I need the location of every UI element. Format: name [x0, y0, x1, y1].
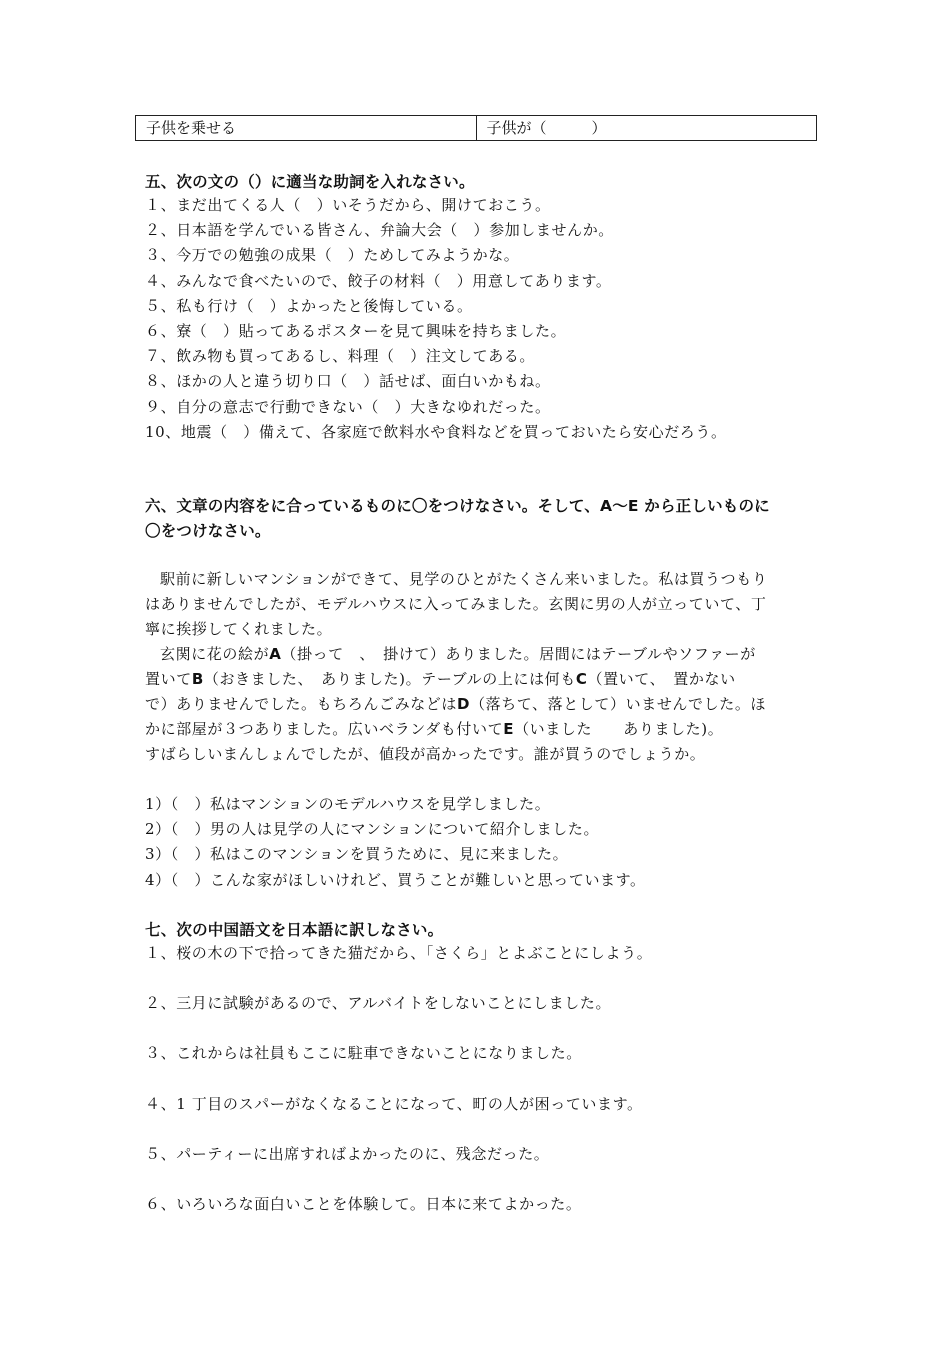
choice-label-b: B	[191, 670, 204, 688]
list-item: ５、私も行け（ ）よかったと後悔している。	[145, 296, 473, 315]
section5-list	[145, 193, 727, 445]
passage-text: かに部屋が３つありました。広いベランダも付いて	[145, 720, 504, 738]
passage-line	[145, 693, 766, 714]
passage-text: （落ちて、落として）いませんでした。ほ	[470, 695, 767, 713]
list-item: ８、ほかの人と違う切り口（ ）話せば、面白いかもね。	[145, 372, 551, 391]
passage-text: （いました ありました)。	[514, 720, 724, 738]
conjugation-table-row	[135, 115, 817, 141]
translation-item: ６、いろいろな面白いことを体験して。日本に来てよかった。	[145, 1195, 582, 1213]
translation-item: ３、これからは社員もここに駐車できないことになりました。	[145, 1044, 582, 1062]
passage-line: 寧に挨拶してくれました。	[145, 620, 333, 638]
list-item: ６、寮（ ）貼ってあるポスターを見て興味を持ちました。	[145, 322, 567, 341]
passage-text: （おきました、 ありました)。テーブルの上には何も	[203, 670, 576, 688]
choice-label-e: E	[503, 720, 515, 738]
list-item: ７、飲み物も買ってあるし、料理（ ）注文してある。	[145, 347, 536, 366]
passage-text: 置いて	[145, 670, 192, 688]
list-item: ９、自分の意志で行動できない（ ）大きなゆれだった。	[145, 397, 551, 416]
passage-line: すばらしいまんしょんでしたが、値段が高かったです。誰が買うのでしょうか。	[145, 745, 706, 763]
passage-text: （置いて、 置かない	[587, 670, 736, 688]
passage-text: で）ありませんでした。もちろんごみなどは	[145, 695, 458, 713]
translation-item: ２、三月に試験があるので、アルバイトをしないことにしました。	[145, 994, 612, 1012]
passage-line: 駅前に新しいマンションができて、見学のひとがたくさん来いました。私は買うつもり	[160, 570, 768, 588]
passage-line	[160, 643, 756, 664]
passage-line	[145, 668, 736, 689]
list-item: ２、日本語を学んでいる皆さん、弁論大会（ ）参加しませんか。	[145, 221, 614, 240]
passage-text: （掛って 、 掛けて）ありました。居間にはテーブルやソファーが	[281, 645, 756, 663]
list-item: 4）（ ）こんな家がほしいけれど、買うことが難しいと思っています。	[145, 870, 646, 889]
list-item: 2）（ ）男の人は見学の人にマンションについて紹介しました。	[145, 820, 600, 839]
list-item: １、まだ出てくる人（ ）いそうだから、開けておこう。	[145, 196, 551, 214]
translation-item: １、桜の木の下で拾ってきた猫だから、「さくら」とよぶことにしよう。	[145, 944, 653, 962]
table-cell-right: 子供が（ ）	[476, 116, 817, 140]
list-item: ４、みんなで食べたいので、餃子の材料（ ）用意してあります。	[145, 271, 612, 290]
passage-line	[145, 718, 723, 739]
section7-title: 七、次の中国語文を日本語に訳しなさい。	[145, 921, 444, 939]
section6-title-line1: 六、文章の内容をに合っているものに〇をつけなさい。そして、A～E から正しいものに	[145, 497, 770, 515]
section5-title: 五、次の文の（）に適当な助詞を入れなさい。	[145, 173, 475, 191]
passage-text: 玄関に花の絵が	[160, 645, 270, 663]
list-item: 3）（ ）私はこのマンションを買うために、見に来ました。	[145, 845, 569, 864]
choice-label-c: C	[575, 670, 588, 688]
translation-item: ５、パーティーに出席すればよかったのに、残念だった。	[145, 1145, 550, 1163]
translation-item: ４、1 丁目のスパーがなくなることになって、町の人が困っています。	[145, 1095, 643, 1113]
section6-title-line2: 〇をつけなさい。	[145, 522, 271, 540]
list-item: 10、地震（ ）備えて、各家庭で飲料水や食料などを買っておいたら安心だろう。	[145, 422, 727, 441]
choice-label-d: D	[457, 695, 471, 713]
section6-questions	[145, 792, 646, 893]
table-cell-left: 子供を乗せる	[146, 119, 237, 137]
list-item: ３、今万での勉強の成果（ ）ためしてみようかな。	[145, 246, 520, 265]
choice-label-a: A	[269, 645, 282, 663]
list-item: 1）（ ）私はマンションのモデルハウスを見学しました。	[145, 795, 551, 813]
passage-line: はありませんでしたが、モデルハウスに入ってみました。玄関に男の人が立っていて、丁	[145, 595, 767, 613]
